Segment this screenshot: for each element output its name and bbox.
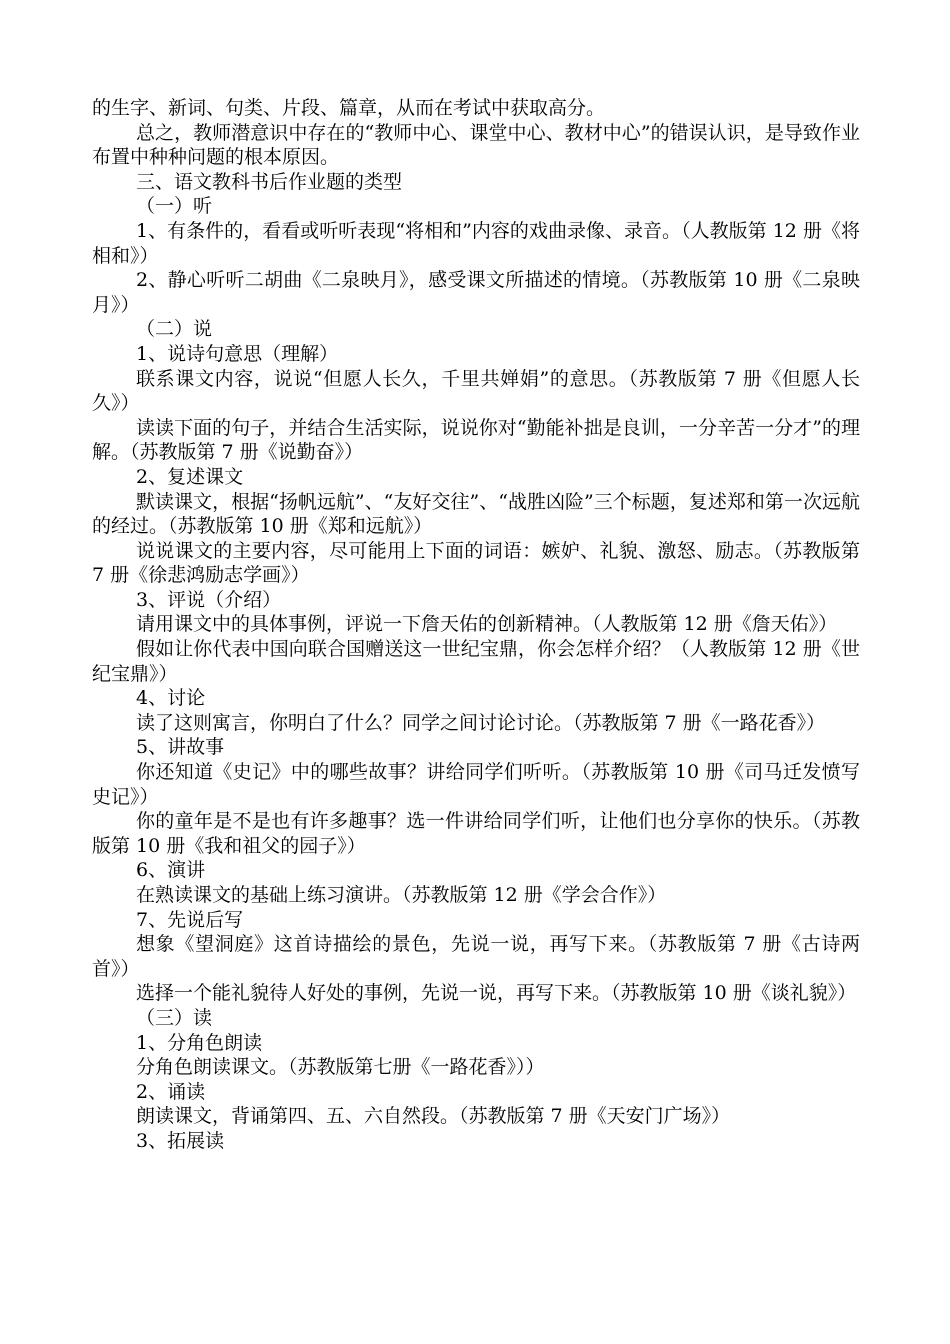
paragraph: 请用课文中的具体事例，评说一下詹天佑的创新精神。（人教版第 12 册《詹天佑》） <box>136 613 838 636</box>
paragraph: 1、有条件的，看看或听听表现“将相和”内容的戏曲录像、录音。（人教版第 12 册《将相和》） <box>92 219 860 267</box>
paragraph: 2、静心听听二胡曲《二泉映月》，感受课文所描述的情境。（苏教版第 10 册《二泉映月》） <box>92 269 860 316</box>
item-heading: 2、诵读 <box>136 1080 206 1103</box>
paragraph: 联系课文内容，说说“但愿人长久，千里共婵娟”的意思。（苏教版第 7 册《但愿人长久》） <box>92 367 860 415</box>
paragraph: 你的童年是不是也有许多趣事？选一件讲给同学们听，让他们也分享你的快乐。（苏教版第 10 册《我和祖父的园子》） <box>92 810 860 857</box>
item-heading: 2、复述课文 <box>136 465 244 488</box>
item-heading: 5、讲故事 <box>136 736 225 759</box>
paragraph: 选择一个能礼貌待人好处的事例，先说一说，再写下来。（苏教版第 10 册《谈礼貌》） <box>136 982 857 1005</box>
document-page <box>92 96 860 1154</box>
item-heading: 1、分角色朗读 <box>136 1031 263 1054</box>
subsection-heading: （二）说 <box>136 318 213 341</box>
paragraph: 说说课文的主要内容，尽可能用上下面的词语：嫉妒、礼貌、激怒、励志。（苏教版第 7 册《徐悲鸿励志学画》） <box>92 539 860 587</box>
item-heading: 7、先说后写 <box>136 908 244 931</box>
subsection-heading: （三）读 <box>136 1006 213 1029</box>
subsection-heading: （一）听 <box>136 195 213 218</box>
paragraph: 你还知道《史记》中的哪些故事？讲给同学们听听。（苏教版第 10 册《司马迁发愤写史记》） <box>92 761 860 808</box>
item-heading: 3、评说（介绍） <box>136 588 282 611</box>
paragraph: 总之，教师潜意识中存在的“教师中心、课堂中心、教材中心”的错误认识，是导致作业布置中种种问题的根本原因。 <box>92 121 860 169</box>
item-heading: 1、说诗句意思（理解） <box>136 342 339 365</box>
item-heading: 6、演讲 <box>136 859 206 882</box>
paragraph: 分角色朗读课文。（苏教版第七册《一路花香》）） <box>136 1056 545 1079</box>
paragraph: 想象《望洞庭》这首诗描绘的景色，先说一说，再写下来。（苏教版第 7 册《古诗两首》） <box>92 933 860 980</box>
paragraph: 朗读课文，背诵第四、五、六自然段。（苏教版第 7 册《天安门广场》） <box>136 1105 731 1128</box>
paragraph: 读读下面的句子，并结合生活实际，说说你对“勤能补拙是良训，一分辛苦一分才”的理解。（苏教版第 7 册《说勤奋》） <box>92 416 860 464</box>
paragraph: 的生字、新词、句类、片段、篇章，从而在考试中获取高分。 <box>92 97 606 119</box>
section-heading: 三、语文教科书后作业题的类型 <box>136 170 403 193</box>
paragraph: 默读课文，根据“扬帆远航”、“友好交往”、“战胜凶险”三个标题，复述郑和第一次远航的经过。（苏教版第 10 册《郑和远航》） <box>92 490 860 538</box>
paragraph: 在熟读课文的基础上练习演讲。（苏教版第 12 册《学会合作》） <box>136 884 667 906</box>
paragraph: 假如让你代表中国向联合国赠送这一世纪宝鼎，你会怎样介绍？（人教版第 12 册《世纪宝鼎》） <box>92 638 860 685</box>
item-heading: 3、拓展读 <box>136 1129 225 1152</box>
paragraph: 读了这则寓言，你明白了什么？同学之间讨论讨论。（苏教版第 7 册《一路花香》） <box>136 711 826 734</box>
item-heading: 4、讨论 <box>136 687 206 710</box>
